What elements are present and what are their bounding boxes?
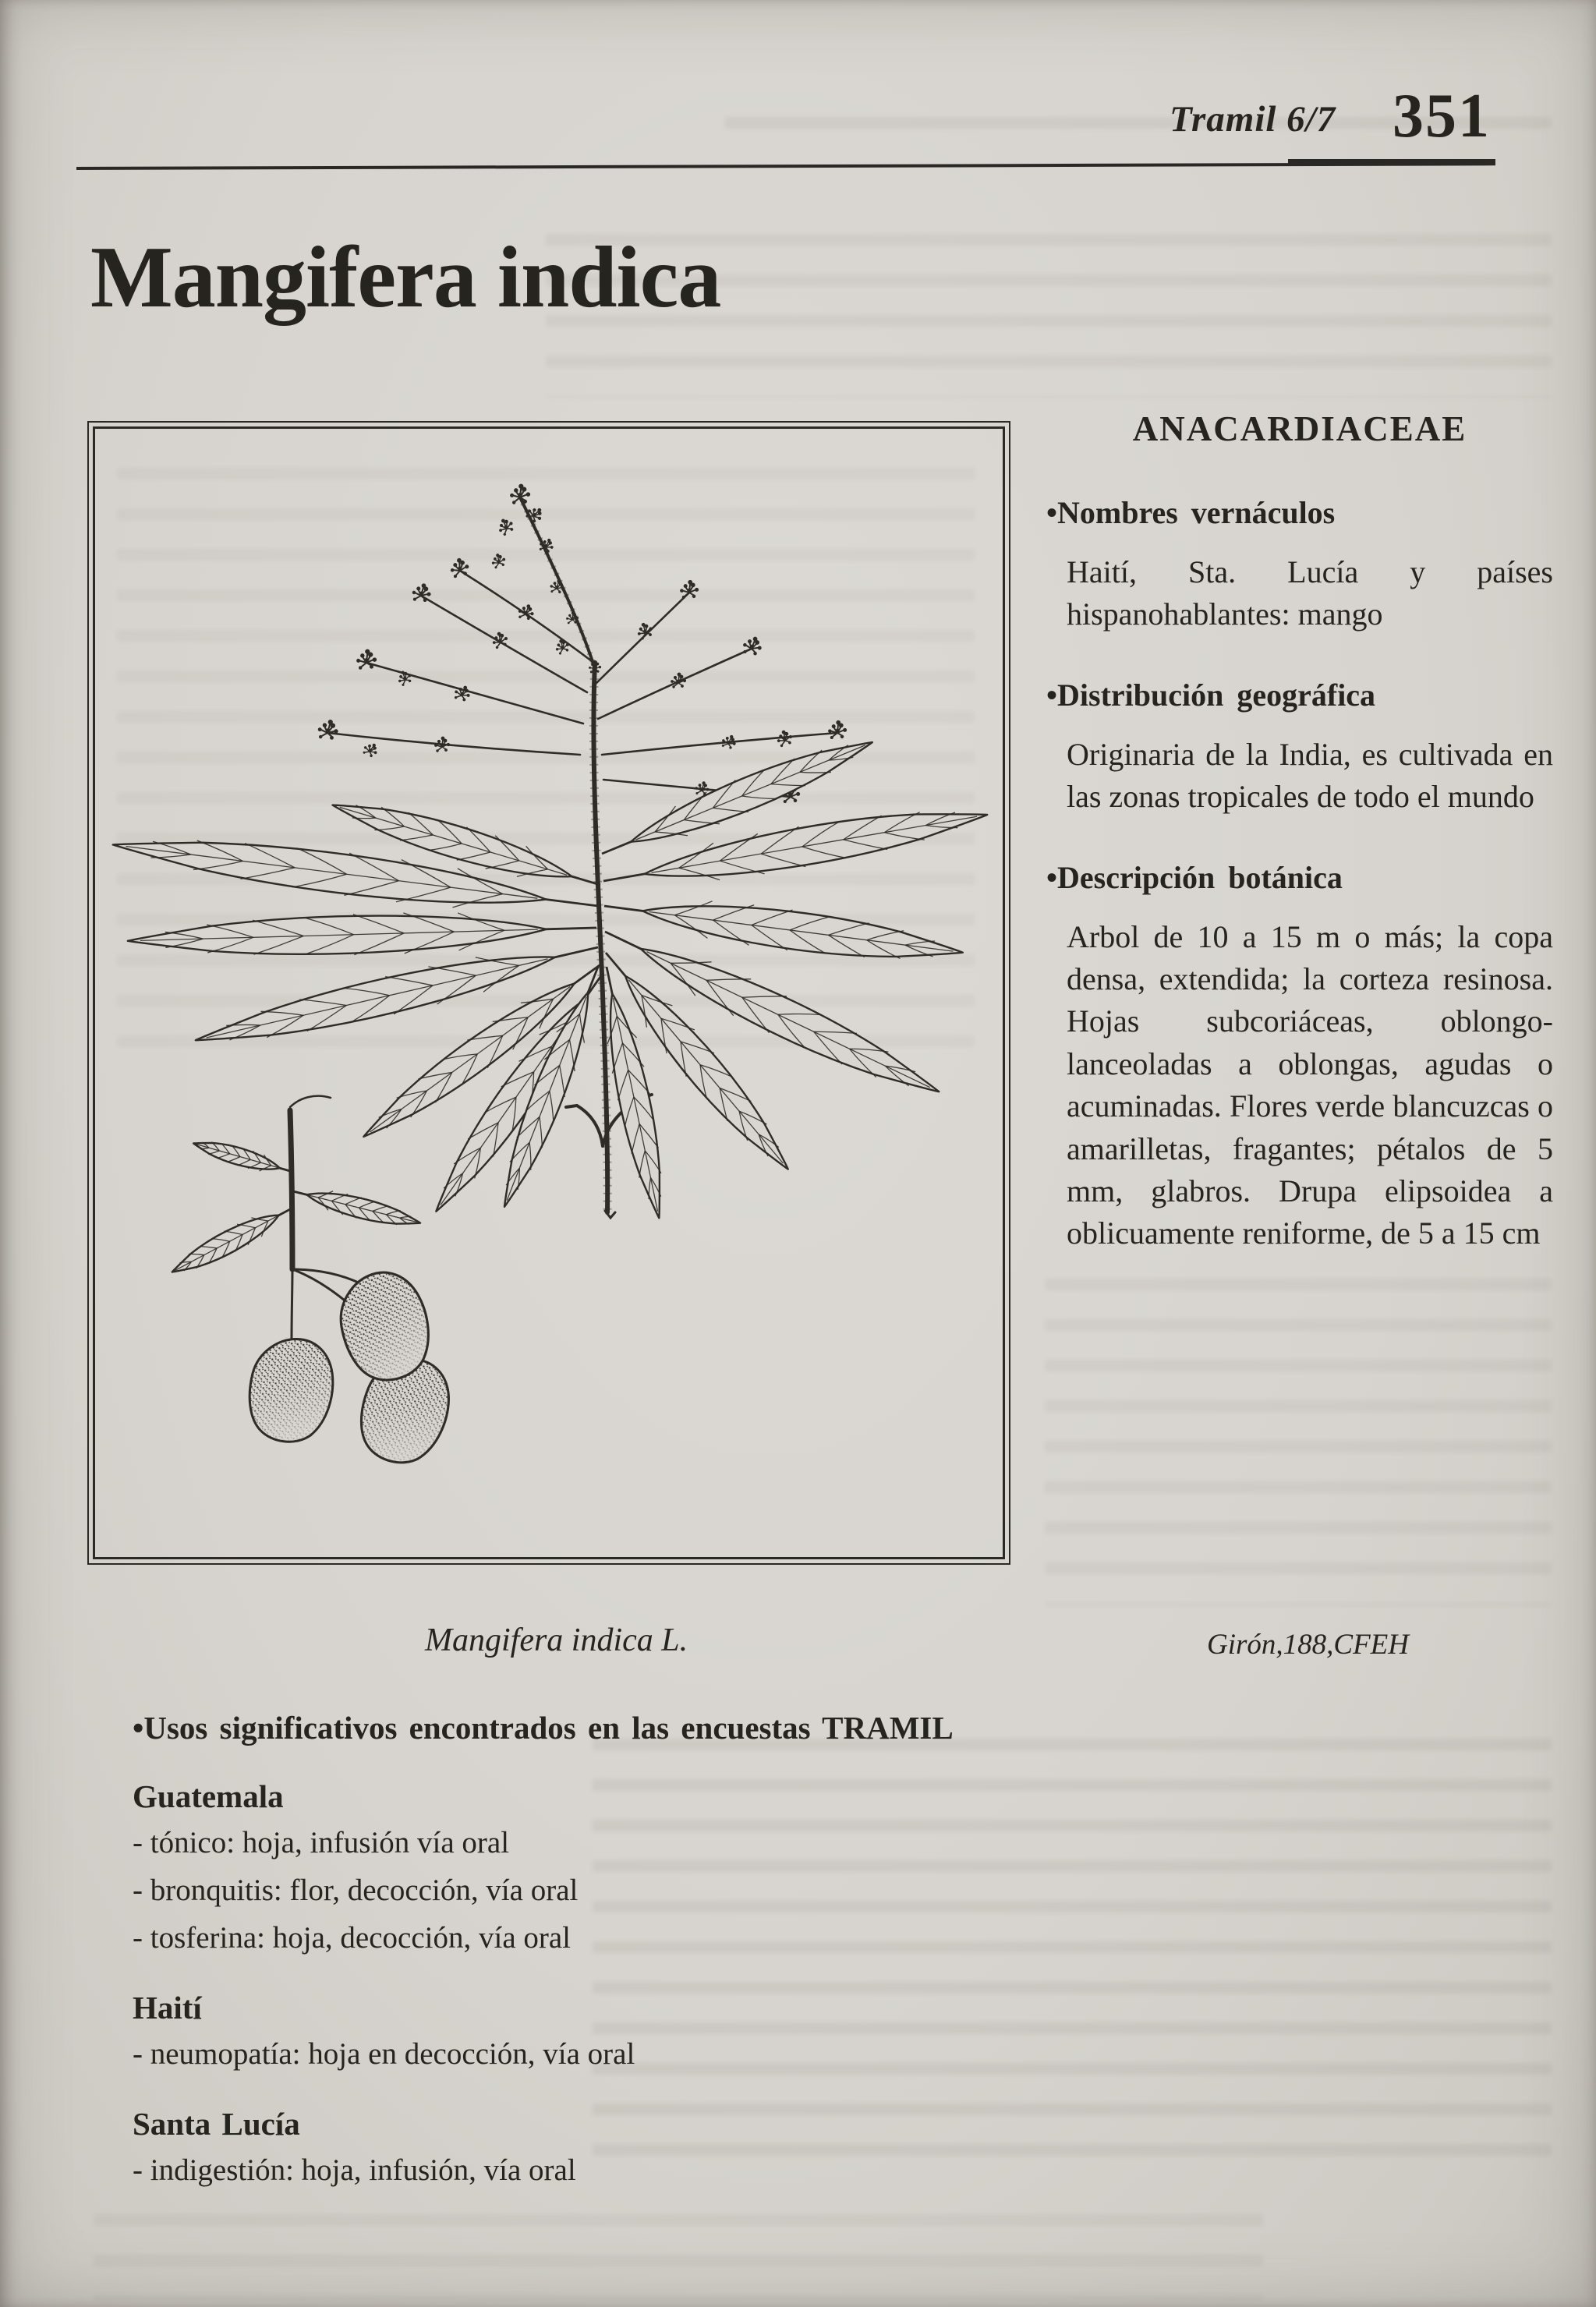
section-body-descripcion-botanica: Arbol de 10 a 15 m o más; la copa densa, extendida; la corteza resinosa. Hojas subcoriáceas, oblongo-lanceoladas a oblongas, agudas o acuminadas. Flores verde blancuzcas o amarilletas, fragantes; pétalos de 5 mm, glabros. Drupa elipsoidea a oblicuamente reniforme, de 5 a 15 cm — [1067, 918, 1553, 1251]
mango-branch-illustration — [95, 429, 1003, 1557]
country-name-santa-lucia: Santa Lucía — [133, 2105, 300, 2142]
figure-caption-credit: Girón,188,CFEH — [1207, 1629, 1409, 1661]
section-body-nombres-vernaculos: Haití, Sta. Lucía y países hispanohablantes: mango — [1067, 554, 1553, 632]
use-item: - tónico: hoja, infusión vía oral — [133, 1826, 510, 1859]
bleedthrough-artifact — [94, 2214, 1263, 2300]
use-item: - tosferina: hoja, decocción, vía oral — [133, 1920, 572, 1955]
family-name: ANACARDIACEAE — [1132, 409, 1467, 448]
figure-caption-species: Mangifera indica L. — [425, 1622, 688, 1658]
section-heading-distribucion-geografica: •Distribución geográfica — [1046, 677, 1376, 713]
uses-heading: •Usos significativos encontrados en las encuestas TRAMIL — [133, 1710, 954, 1746]
page-number-underline — [1288, 159, 1495, 165]
taxonomy-column — [1046, 409, 1553, 1255]
figure-box — [87, 421, 1010, 1565]
country-name-haiti: Haití — [133, 1989, 202, 2026]
section-body-distribucion-geografica: Originaria de la India, es cultivada en las zonas tropicales de todo el mundo — [1067, 736, 1553, 815]
figure-inner-border — [93, 426, 1005, 1559]
use-item: - neumopatía: hoja en decocción, vía oral — [133, 2036, 635, 2071]
page-number: 351 — [1393, 82, 1491, 150]
header-rule — [76, 162, 1495, 170]
use-item: - indigestión: hoja, infusión, vía oral — [133, 2153, 576, 2187]
journal-reference: Tramil 6/7 — [1170, 99, 1336, 140]
page-title: Mangifera indica — [90, 229, 721, 326]
section-heading-descripcion-botanica: •Descripción botánica — [1046, 859, 1343, 895]
uses-section — [133, 1709, 1255, 2190]
bleedthrough-artifact — [1045, 1279, 1552, 1606]
section-heading-nombres-vernaculos: •Nombres vernáculos — [1046, 495, 1336, 530]
use-item: - bronquitis: flor, decocción, vía oral — [133, 1873, 579, 1907]
country-name-guatemala: Guatemala — [133, 1778, 284, 1814]
